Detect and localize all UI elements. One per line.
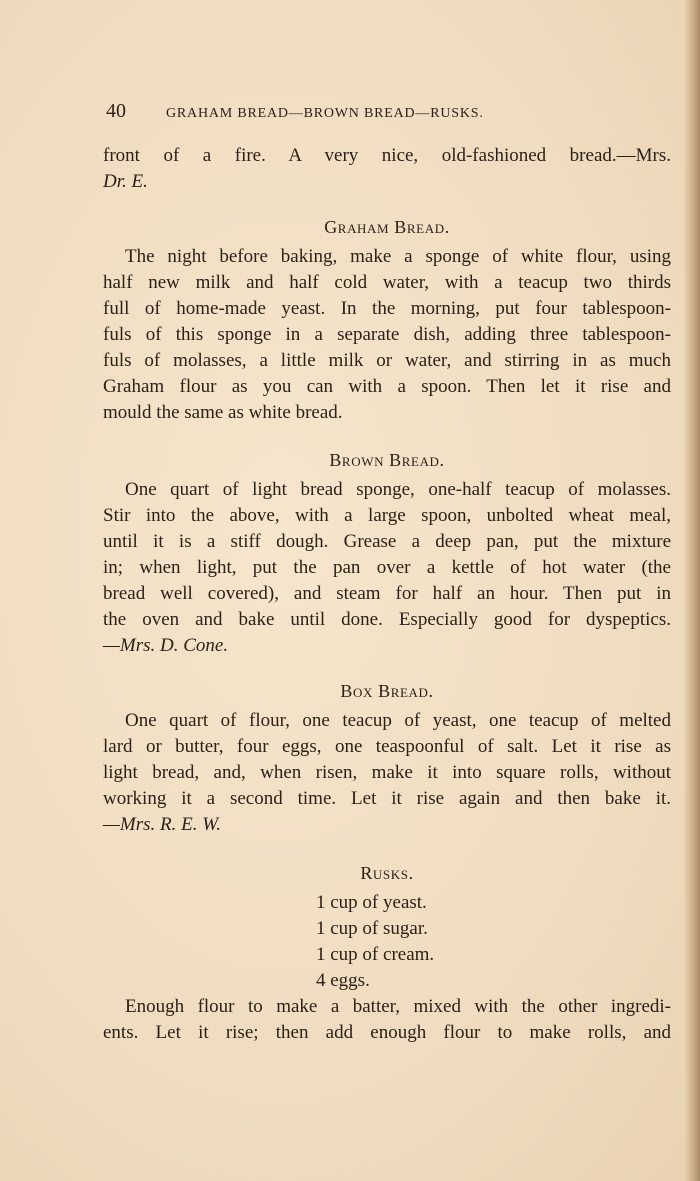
text-line: The night before baking, make a sponge of white flour, using <box>125 246 671 267</box>
text-line: Enough flour to make a batter, mixed with the other ingredi- <box>125 996 671 1017</box>
rusks-ingredients <box>316 890 434 994</box>
text-line: Graham flour as you can with a spoon. Then let it rise and <box>103 376 671 397</box>
graham-bread-paragraph <box>103 244 671 426</box>
page-number: 40 <box>106 100 126 122</box>
text-line: fuls of this sponge in a separate dish, adding three tablespoon- <box>103 324 671 345</box>
attribution: —Mrs. D. Cone. <box>103 635 229 656</box>
box-bread-paragraph <box>103 708 671 838</box>
section-title: Graham Bread. <box>324 217 450 237</box>
section-title: Brown Bread. <box>329 450 445 470</box>
text-line: the oven and bake until done. Especially good for dyspeptics. <box>103 609 671 630</box>
box-bread-section <box>103 678 671 704</box>
brown-bread-paragraph <box>103 477 671 659</box>
text-line: mould the same as white bread. <box>103 402 343 423</box>
text-line: Stir into the above, with a large spoon, unbolted wheat meal, <box>103 505 671 526</box>
page-edge <box>684 0 700 1181</box>
text-line: ents. Let it rise; then add enough flour to make rolls, and <box>103 1022 671 1043</box>
rusks-section <box>103 860 671 886</box>
brown-bread-section <box>103 447 671 473</box>
section-title: Box Bread. <box>340 681 434 701</box>
text-line: front of a fire. A very nice, old-fashioned bread.—Mrs. <box>103 145 671 166</box>
rusks-paragraph <box>103 994 671 1046</box>
intro-paragraph <box>103 143 671 195</box>
text-line: One quart of flour, one teacup of yeast, one teacup of melted <box>125 710 671 731</box>
attribution: —Mrs. R. E. W. <box>103 814 222 835</box>
text-line: full of home-made yeast. In the morning, put four tablespoon- <box>103 298 671 319</box>
text-line: light bread, and, when risen, make it into square rolls, without <box>103 762 671 783</box>
text-line: lard or butter, four eggs, one teaspoonful of salt. Let it rise as <box>103 736 671 757</box>
page-header <box>106 100 586 123</box>
ingredient-item: 1 cup of yeast. <box>316 892 427 913</box>
text-line: until it is a stiff dough. Grease a deep pan, put the mixture <box>103 531 671 552</box>
text-line: fuls of molasses, a little milk or water, and stirring in as much <box>103 350 671 371</box>
section-title: Rusks. <box>360 863 414 883</box>
text-line: One quart of light bread sponge, one-half teacup of molasses. <box>125 479 671 500</box>
ingredient-item: 1 cup of sugar. <box>316 918 428 939</box>
graham-bread-section <box>103 214 671 240</box>
ingredient-item: 1 cup of cream. <box>316 944 435 965</box>
attribution: Dr. E. <box>103 171 148 192</box>
text-line: bread well covered), and steam for half an hour. Then put in <box>103 583 671 604</box>
text-line: in; when light, put the pan over a kettle of hot water (the <box>103 557 671 578</box>
text-line: half new milk and half cold water, with a teacup two thirds <box>103 272 671 293</box>
ingredient-item: 4 eggs. <box>316 970 370 991</box>
running-head: GRAHAM BREAD—BROWN BREAD—RUSKS. <box>166 106 484 121</box>
text-line: working it a second time. Let it rise again and then bake it. <box>103 788 671 809</box>
